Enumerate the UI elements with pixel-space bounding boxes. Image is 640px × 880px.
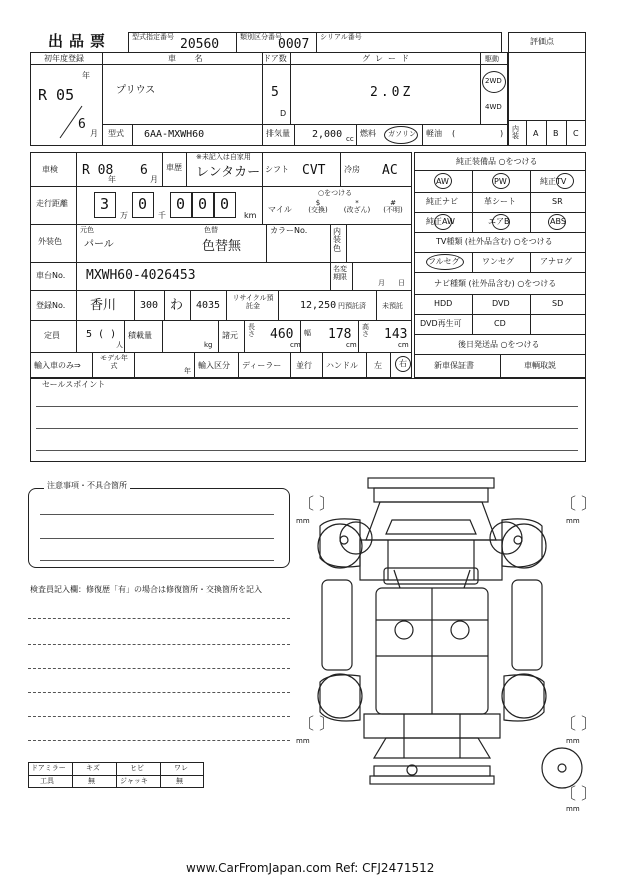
history-note: ※未記入は自家用 <box>196 153 251 161</box>
doors-value: 5 <box>271 85 279 100</box>
nav-dvd: DVD <box>492 299 510 308</box>
height-unit: cm <box>398 341 409 349</box>
first-reg-label: 初年度登録 <box>44 54 84 63</box>
door-suffix: D <box>280 109 287 118</box>
doors-label: ドア数 <box>263 54 287 63</box>
first-reg-year: R 05 <box>38 86 75 104</box>
mm-unit-5: mm <box>566 805 580 813</box>
legend-tools: 工具 <box>40 777 54 785</box>
mileage-digit-4: 0 <box>198 195 208 213</box>
type-cert-value: 20560 <box>180 37 220 52</box>
legend-scratch: キズ <box>86 764 100 772</box>
capacity-label: 定員 <box>44 331 60 340</box>
parallel: 並行 <box>296 361 312 370</box>
equip-tv: 純正TV <box>540 177 567 186</box>
mm-unit-1: mm <box>296 517 310 525</box>
name-change-day: 日 <box>398 279 405 287</box>
legend-break: ワレ <box>174 764 188 772</box>
form-title: 出品票 <box>48 32 112 50</box>
car-name-label: 車 名 <box>168 54 211 63</box>
sales-point-label: セールスポイント <box>42 380 106 389</box>
mileage-check-header: ○をつける <box>318 189 353 197</box>
serial-label: シリアル番号 <box>320 33 362 41</box>
tv-fullseg: フルセグ <box>428 257 460 266</box>
first-reg-month: 6 <box>78 117 86 132</box>
month-unit: 月 <box>90 129 98 138</box>
mm-unit-3: mm <box>296 737 310 745</box>
equip-abs: ABS <box>550 217 566 226</box>
displacement-value: 2,000 <box>312 129 343 140</box>
plate-region: 香川 <box>90 298 117 313</box>
drive-2wd: 2WD <box>485 77 502 85</box>
handle-label: ハンドル <box>326 361 358 370</box>
inspection-month: 6 <box>140 163 148 178</box>
bracket-left-bottom: 〔 〕 <box>298 714 336 733</box>
bracket-right-top: 〔 〕 <box>560 494 598 513</box>
length-label: 長さ <box>248 323 255 338</box>
inspection-era: R 08 <box>82 163 114 178</box>
bracket-right-bottom: 〔 〕 <box>560 714 598 733</box>
nav-dvd-play: DVD再生可 <box>420 319 462 328</box>
model-label: 型式 <box>108 129 124 138</box>
bracket-left-top: 〔 〕 <box>298 494 336 513</box>
length-value: 460 <box>270 327 294 342</box>
interior-color-label: 内装色 <box>333 227 341 253</box>
shift-value: CVT <box>302 163 326 178</box>
recycle-label: リサイクル預託金 <box>232 294 274 311</box>
inspector-note: 検査員記入欄：修復歴「有」の場合は修復箇所・交換箇所を記入 <box>30 585 262 594</box>
shift-label: シフト <box>265 165 289 174</box>
recycle-suffix: 円預託済 <box>338 302 366 310</box>
date-slash <box>56 104 86 140</box>
equip-sr: SR <box>552 197 563 206</box>
equip-leather: 革シート <box>484 197 516 206</box>
name-change-label: 名変期限 <box>333 265 347 281</box>
equip-aw: AW <box>436 177 449 186</box>
legend-tools-value: 無 <box>88 777 95 785</box>
interior-grade-b: B <box>553 129 559 138</box>
drive-4wd: 4WD <box>485 103 502 111</box>
inspection-label: 車検 <box>42 165 58 174</box>
post-header: 後日発送品 ○をつける <box>458 340 540 349</box>
color-change-value: 色替無 <box>202 239 242 254</box>
grade-value: 2.0Z <box>370 85 414 100</box>
plate-class: 300 <box>140 300 159 311</box>
factory-equip-header: 純正装備品 ○をつける <box>456 157 538 166</box>
mileage-tampered: * (改ざん) <box>343 199 371 214</box>
mileage-digit-2: 0 <box>138 195 148 213</box>
dealer: ディーラー <box>242 361 282 370</box>
interior-label: 内装 <box>512 125 519 140</box>
history-value: レンタカー <box>196 165 261 180</box>
legend-mirror: ドアミラー <box>31 764 66 772</box>
nav-sd: SD <box>552 299 564 308</box>
nav-hdd: HDD <box>434 299 453 308</box>
year-unit: 年 <box>82 71 90 80</box>
fuel-label: 燃料 <box>360 129 376 138</box>
color-change-label: 色替 <box>204 226 218 234</box>
equip-genuine-aw: 純正AW <box>426 217 455 226</box>
class-value: 0007 <box>278 37 310 52</box>
ac-label: 冷房 <box>344 165 360 174</box>
plate-number: 4035 <box>196 300 221 311</box>
capacity-value: 5 ( ) <box>86 329 117 340</box>
tv-oneseg: ワンセグ <box>482 257 514 266</box>
capacity-unit: 人 <box>116 341 123 349</box>
width-label: 幅 <box>304 329 311 337</box>
mileage-sen: 千 <box>158 211 166 220</box>
import-label: 輸入車のみ⇒ <box>34 361 81 370</box>
original-color-label: 元色 <box>80 226 94 234</box>
mileage-exchange: $ (交換) <box>308 199 328 214</box>
plate-kana: わ <box>170 298 184 313</box>
post-manual: 車輌取説 <box>524 361 556 370</box>
name-change-month: 月 <box>378 279 385 287</box>
mileage-unknown: # (不明) <box>383 199 403 214</box>
light-oil-label: 軽油 <box>426 129 442 138</box>
drive-label: 駆動 <box>485 55 499 63</box>
displacement-label: 排気量 <box>266 129 290 138</box>
recycle-value: 12,250 <box>300 300 337 311</box>
legend-jack: ジャッキ <box>120 777 148 785</box>
bracket-spare: 〔 〕 <box>560 784 598 803</box>
insp-year-unit: 年 <box>108 175 116 184</box>
insp-month-unit: 月 <box>150 175 158 184</box>
mileage-digit-3: 0 <box>176 195 186 213</box>
type-cert-label: 型式指定番号 <box>132 33 174 41</box>
original-color-value: パール <box>84 239 114 250</box>
dims-label: 諸元 <box>222 331 238 340</box>
height-label: 高さ <box>362 323 369 338</box>
width-unit: cm <box>346 341 357 349</box>
car-name-value: プリウス <box>116 85 156 96</box>
legend-jack-value: 無 <box>176 777 183 785</box>
recycle-undeposited: 未預託 <box>382 302 403 310</box>
car-diagram <box>300 470 590 810</box>
interior-grade-c: C <box>573 129 579 138</box>
plate-label: 登録No. <box>36 301 66 310</box>
notes-label: 注意事項・不具合箇所 <box>44 482 130 490</box>
rating-label: 評価点 <box>530 37 554 46</box>
model-value: 6AA-MXWH60 <box>144 129 205 140</box>
model-year-label: モデル年式 <box>100 354 128 370</box>
mileage-man: 万 <box>120 211 128 220</box>
mileage-unit: km <box>244 211 257 220</box>
history-label: 車歴 <box>166 163 182 172</box>
mileage-digit-1: 3 <box>100 195 110 213</box>
mileage-mile: マイル <box>268 205 292 214</box>
post-warranty: 新車保証書 <box>434 361 474 370</box>
handle-right: 右 <box>399 359 407 368</box>
length-unit: cm <box>290 341 301 349</box>
width-value: 178 <box>328 327 352 342</box>
model-year-unit: 年 <box>184 367 191 375</box>
interior-grade-a: A <box>533 129 539 138</box>
displacement-unit: cc <box>346 135 354 143</box>
chassis-label: 車台No. <box>36 271 66 280</box>
handle-left: 左 <box>374 361 382 370</box>
nav-cd: CD <box>494 319 506 328</box>
load-label: 積載量 <box>128 331 152 340</box>
notes-box <box>28 488 290 568</box>
equip-airbag: エアB <box>488 217 510 226</box>
import-type-label: 輸入区分 <box>198 361 230 370</box>
load-unit: kg <box>204 341 213 349</box>
tv-header: TV種類 (社外品含む) ○をつける <box>436 237 553 246</box>
legend-crack: ヒビ <box>130 764 144 772</box>
mileage-label: 走行距離 <box>36 199 68 208</box>
nav-header: ナビ種類 (社外品含む) ○をつける <box>434 279 557 288</box>
color-no-label: カラーNo. <box>270 226 308 235</box>
mm-unit-4: mm <box>566 737 580 745</box>
fuel-value: ガソリン <box>388 130 416 138</box>
class-label: 類別区分番号 <box>240 33 282 41</box>
tv-analog: アナログ <box>540 257 572 266</box>
grade-label: グレード <box>362 54 414 63</box>
watermark: www.CarFromJapan.com Ref: CFJ2471512 <box>186 861 435 875</box>
exterior-label: 外装色 <box>38 237 62 246</box>
height-value: 143 <box>384 327 408 342</box>
chassis-value: MXWH60-4026453 <box>86 268 196 283</box>
mm-unit-2: mm <box>566 517 580 525</box>
equip-pw: PW <box>494 177 507 186</box>
ac-value: AC <box>382 163 398 178</box>
mileage-digit-5: 0 <box>220 195 230 213</box>
equip-nav: 純正ナビ <box>426 197 458 206</box>
